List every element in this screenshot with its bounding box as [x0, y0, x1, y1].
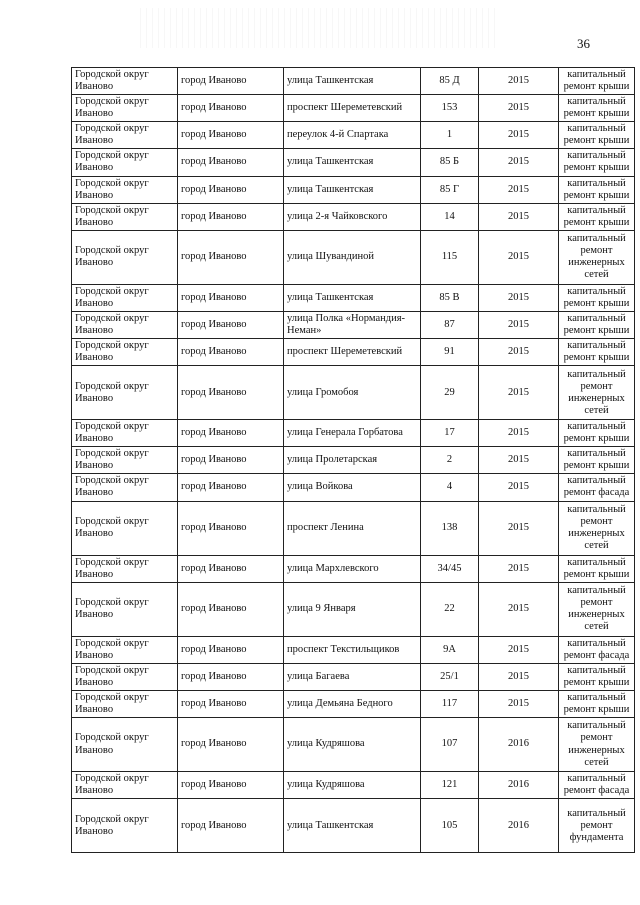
city-cell: город Иваново	[178, 149, 284, 176]
street-cell: улица Ташкентская	[284, 176, 421, 203]
work-type-cell: капитальный ремонт крыши	[559, 663, 635, 690]
work-type-cell: капитальный ремонт инженерных сетей	[559, 230, 635, 284]
table-row	[72, 799, 635, 853]
year-cell: 2015	[479, 474, 559, 501]
work-type-cell: капитальный ремонт инженерных сетей	[559, 366, 635, 420]
house-cell: 138	[421, 501, 479, 555]
street-cell: улица 9 Января	[284, 582, 421, 636]
house-cell: 34/45	[421, 555, 479, 582]
page-number: 36	[577, 36, 590, 51]
work-type-cell: капитальный ремонт инженерных сетей	[559, 718, 635, 772]
year-cell: 2015	[479, 230, 559, 284]
house-cell: 85 Д	[421, 68, 479, 95]
table-row	[72, 122, 635, 149]
street-cell: улица Кудряшова	[284, 718, 421, 772]
table-row	[72, 447, 635, 474]
street-cell: улица 2-я Чайковского	[284, 203, 421, 230]
work-type-cell: капитальный ремонт крыши	[559, 176, 635, 203]
house-cell: 117	[421, 690, 479, 717]
work-type-cell: капитальный ремонт инженерных сетей	[559, 501, 635, 555]
table-row	[72, 366, 635, 420]
year-cell: 2015	[479, 555, 559, 582]
table-row	[72, 636, 635, 663]
street-cell: проспект Шереметевский	[284, 339, 421, 366]
table-row	[72, 663, 635, 690]
year-cell: 2015	[479, 501, 559, 555]
city-cell: город Иваново	[178, 447, 284, 474]
work-type-cell: капитальный ремонт фасада	[559, 474, 635, 501]
year-cell: 2015	[479, 203, 559, 230]
street-cell: улица Ташкентская	[284, 284, 421, 311]
city-cell: город Иваново	[178, 176, 284, 203]
work-type-cell: капитальный ремонт крыши	[559, 339, 635, 366]
year-cell: 2015	[479, 690, 559, 717]
table-row	[72, 690, 635, 717]
table-row	[72, 582, 635, 636]
table-row	[72, 176, 635, 203]
city-cell: город Иваново	[178, 582, 284, 636]
work-type-cell: капитальный ремонт крыши	[559, 555, 635, 582]
city-cell: город Иваново	[178, 663, 284, 690]
year-cell: 2015	[479, 122, 559, 149]
house-cell: 2	[421, 447, 479, 474]
city-cell: город Иваново	[178, 311, 284, 338]
city-cell: город Иваново	[178, 122, 284, 149]
city-cell: город Иваново	[178, 284, 284, 311]
house-cell: 14	[421, 203, 479, 230]
table-row	[72, 203, 635, 230]
street-cell: улица Войкова	[284, 474, 421, 501]
house-cell: 121	[421, 772, 479, 799]
house-cell: 105	[421, 799, 479, 853]
work-type-cell: капитальный ремонт крыши	[559, 122, 635, 149]
district-cell: Городской округ Иваново	[72, 474, 178, 501]
year-cell: 2015	[479, 95, 559, 122]
year-cell: 2016	[479, 772, 559, 799]
city-cell: город Иваново	[178, 772, 284, 799]
district-cell: Городской округ Иваново	[72, 690, 178, 717]
district-cell: Городской округ Иваново	[72, 501, 178, 555]
street-cell: улица Ташкентская	[284, 149, 421, 176]
house-cell: 85 Б	[421, 149, 479, 176]
table-row	[72, 772, 635, 799]
district-cell: Городской округ Иваново	[72, 284, 178, 311]
table-row	[72, 420, 635, 447]
street-cell: проспект Ленина	[284, 501, 421, 555]
year-cell: 2015	[479, 339, 559, 366]
district-cell: Городской округ Иваново	[72, 149, 178, 176]
city-cell: город Иваново	[178, 68, 284, 95]
district-cell: Городской округ Иваново	[72, 339, 178, 366]
repair-schedule-table	[71, 67, 635, 853]
district-cell: Городской округ Иваново	[72, 772, 178, 799]
work-type-cell: капитальный ремонт крыши	[559, 690, 635, 717]
city-cell: город Иваново	[178, 555, 284, 582]
district-cell: Городской округ Иваново	[72, 122, 178, 149]
street-cell: улица Багаева	[284, 663, 421, 690]
district-cell: Городской округ Иваново	[72, 447, 178, 474]
street-cell: улица Мархлевского	[284, 555, 421, 582]
city-cell: город Иваново	[178, 203, 284, 230]
house-cell: 85 Г	[421, 176, 479, 203]
house-cell: 1	[421, 122, 479, 149]
work-type-cell: капитальный ремонт крыши	[559, 284, 635, 311]
year-cell: 2015	[479, 420, 559, 447]
street-cell: проспект Шереметевский	[284, 95, 421, 122]
city-cell: город Иваново	[178, 230, 284, 284]
house-cell: 25/1	[421, 663, 479, 690]
city-cell: город Иваново	[178, 636, 284, 663]
year-cell: 2015	[479, 366, 559, 420]
year-cell: 2016	[479, 799, 559, 853]
street-cell: улица Демьяна Бедного	[284, 690, 421, 717]
street-cell: улица Громобоя	[284, 366, 421, 420]
table-row	[72, 284, 635, 311]
city-cell: город Иваново	[178, 420, 284, 447]
table-row	[72, 555, 635, 582]
work-type-cell: капитальный ремонт крыши	[559, 149, 635, 176]
street-cell: переулок 4-й Спартака	[284, 122, 421, 149]
work-type-cell: капитальный ремонт крыши	[559, 311, 635, 338]
house-cell: 115	[421, 230, 479, 284]
house-cell: 87	[421, 311, 479, 338]
year-cell: 2015	[479, 447, 559, 474]
year-cell: 2015	[479, 68, 559, 95]
table-row	[72, 149, 635, 176]
city-cell: город Иваново	[178, 501, 284, 555]
table-row	[72, 95, 635, 122]
work-type-cell: капитальный ремонт фундамента	[559, 799, 635, 853]
city-cell: город Иваново	[178, 690, 284, 717]
house-cell: 29	[421, 366, 479, 420]
house-cell: 91	[421, 339, 479, 366]
work-type-cell: капитальный ремонт фасада	[559, 772, 635, 799]
city-cell: город Иваново	[178, 95, 284, 122]
scan-artifact	[140, 8, 500, 48]
street-cell: улица Ташкентская	[284, 68, 421, 95]
street-cell: улица Генерала Горбатова	[284, 420, 421, 447]
street-cell: улица Ташкентская	[284, 799, 421, 853]
house-cell: 107	[421, 718, 479, 772]
district-cell: Городской округ Иваново	[72, 230, 178, 284]
year-cell: 2015	[479, 636, 559, 663]
house-cell: 22	[421, 582, 479, 636]
district-cell: Городской округ Иваново	[72, 68, 178, 95]
street-cell: улица Полка «Нормандия-Неман»	[284, 311, 421, 338]
work-type-cell: капитальный ремонт фасада	[559, 636, 635, 663]
district-cell: Городской округ Иваново	[72, 203, 178, 230]
city-cell: город Иваново	[178, 718, 284, 772]
table-row	[72, 68, 635, 95]
table-row	[72, 311, 635, 338]
city-cell: город Иваново	[178, 366, 284, 420]
work-type-cell: капитальный ремонт крыши	[559, 447, 635, 474]
table-row	[72, 230, 635, 284]
table-row	[72, 718, 635, 772]
district-cell: Городской округ Иваново	[72, 176, 178, 203]
year-cell: 2015	[479, 663, 559, 690]
street-cell: проспект Текстильщиков	[284, 636, 421, 663]
street-cell: улица Кудряшова	[284, 772, 421, 799]
district-cell: Городской округ Иваново	[72, 636, 178, 663]
house-cell: 17	[421, 420, 479, 447]
table-row	[72, 339, 635, 366]
work-type-cell: капитальный ремонт крыши	[559, 203, 635, 230]
district-cell: Городской округ Иваново	[72, 582, 178, 636]
city-cell: город Иваново	[178, 474, 284, 501]
district-cell: Городской округ Иваново	[72, 663, 178, 690]
city-cell: город Иваново	[178, 339, 284, 366]
district-cell: Городской округ Иваново	[72, 95, 178, 122]
year-cell: 2015	[479, 311, 559, 338]
district-cell: Городской округ Иваново	[72, 718, 178, 772]
city-cell: город Иваново	[178, 799, 284, 853]
year-cell: 2015	[479, 176, 559, 203]
work-type-cell: капитальный ремонт крыши	[559, 95, 635, 122]
year-cell: 2015	[479, 582, 559, 636]
work-type-cell: капитальный ремонт крыши	[559, 420, 635, 447]
house-cell: 4	[421, 474, 479, 501]
table-row	[72, 501, 635, 555]
year-cell: 2015	[479, 284, 559, 311]
year-cell: 2016	[479, 718, 559, 772]
district-cell: Городской округ Иваново	[72, 555, 178, 582]
year-cell: 2015	[479, 149, 559, 176]
house-cell: 153	[421, 95, 479, 122]
street-cell: улица Пролетарская	[284, 447, 421, 474]
table-row	[72, 474, 635, 501]
work-type-cell: капитальный ремонт крыши	[559, 68, 635, 95]
street-cell: улица Шувандиной	[284, 230, 421, 284]
district-cell: Городской округ Иваново	[72, 311, 178, 338]
work-type-cell: капитальный ремонт инженерных сетей	[559, 582, 635, 636]
district-cell: Городской округ Иваново	[72, 420, 178, 447]
house-cell: 9А	[421, 636, 479, 663]
district-cell: Городской округ Иваново	[72, 366, 178, 420]
district-cell: Городской округ Иваново	[72, 799, 178, 853]
house-cell: 85 В	[421, 284, 479, 311]
